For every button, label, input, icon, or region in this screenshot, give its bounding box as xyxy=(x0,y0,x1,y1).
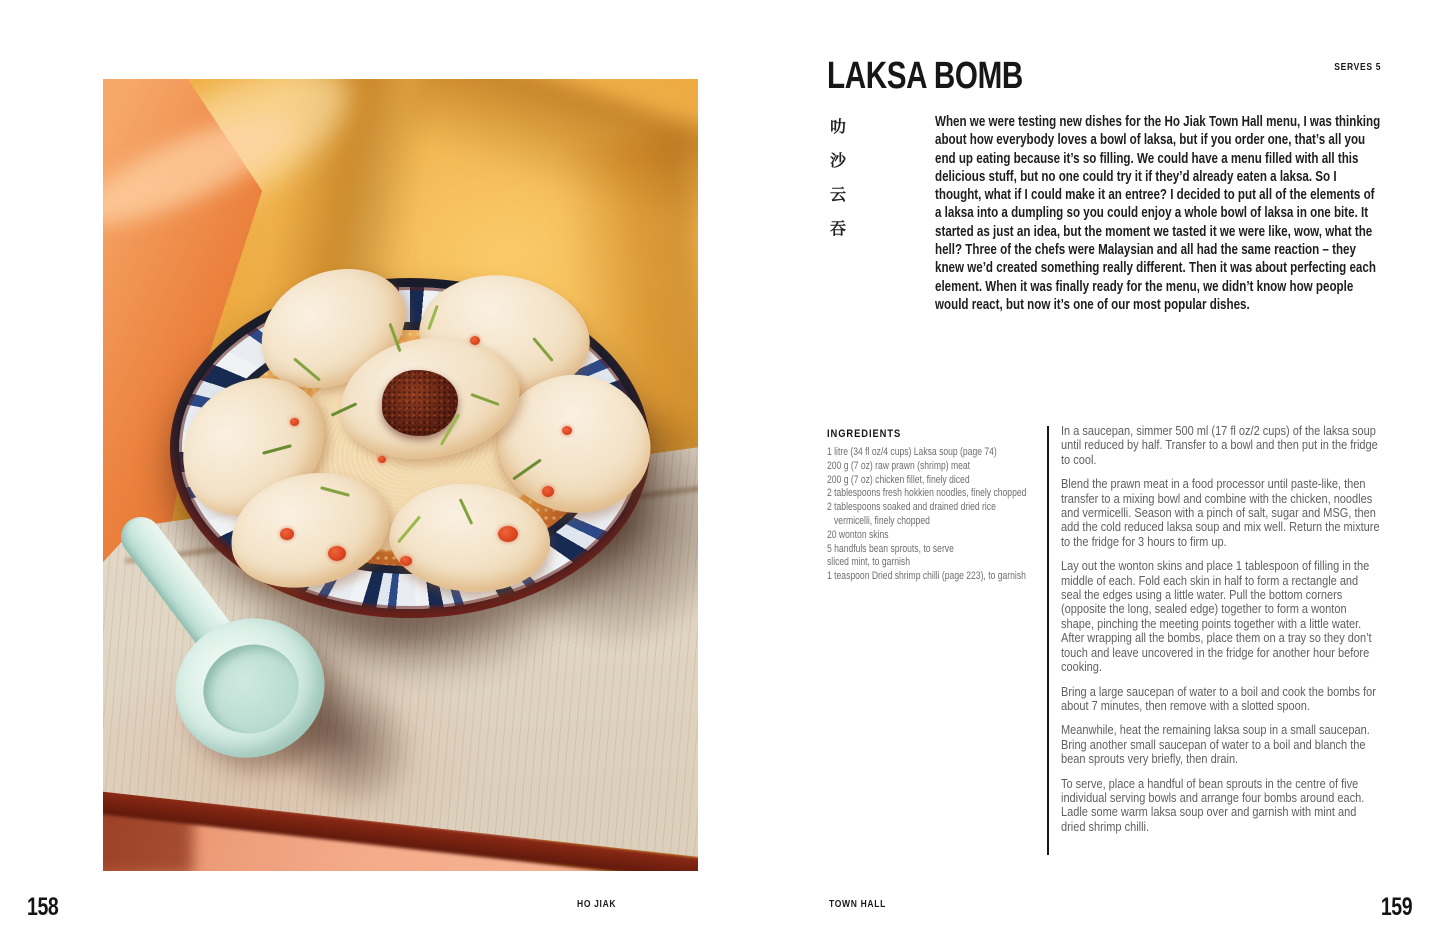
herb-strand xyxy=(397,516,421,544)
herb-strand xyxy=(293,357,321,381)
herb-garnish xyxy=(170,278,650,618)
ingredients-list xyxy=(827,446,1036,584)
page-number-right: 159 xyxy=(1380,893,1412,921)
chinese-character: 吞 xyxy=(830,219,847,238)
ingredient-item: 2 tablespoons fresh hokkien noodles, finely chopped xyxy=(827,487,1027,500)
ingredient-item: 20 wonton skins xyxy=(827,528,889,541)
page-number-left: 158 xyxy=(27,893,59,921)
herb-strand xyxy=(470,393,499,406)
herb-strand xyxy=(459,498,474,525)
herb-strand xyxy=(532,337,554,362)
herb-strand xyxy=(427,305,439,330)
method-step: Blend the prawn meat in a food processor until paste-like, then transfer to a mixing bowl and combine with the chicken, noodles and vermicelli. Season with a pinch of salt, sugar and MSG, then add the cold reduced laksa soup and mix well. Return the mixture to the fridge for 3 hours to firm up. xyxy=(1061,477,1380,549)
running-head-right: TOWN HALL xyxy=(829,899,886,910)
laksa-bomb-photo xyxy=(103,79,698,871)
ingredients-header: INGREDIENTS xyxy=(827,428,902,440)
herb-strand xyxy=(388,323,401,352)
ingredient-item: 2 tablespoons soaked and drained dried rice vermicelli, finely chopped xyxy=(827,501,996,527)
method-step: To serve, place a handful of bean sprouts in the centre of five individual serving bowls and arrange four bombs around each. Ladle some warm laksa soup over and garnish with mint and dried shrimp chilli. xyxy=(1061,776,1365,834)
recipe-intro: When we were testing new dishes for the Ho Jiak Town Hall menu, I was thinking about how everybody loves a bowl of laksa, but if you order one, that’s all you end up eating because it’s so filling. We could have a menu filled with all this delicious stuff, but no one could try it if they’d already eaten a laksa. So I thought, what if I could make it an entree? I decided to put all of the elements of a laksa into a dumpling so you could enjoy a whole bowl of laksa in one bite. It started as just an idea, but the moment we tasted it we were like, wow, what the hell? Three of the chefs were Malaysian and all had the same reaction – they knew we’d created something really different. Then it was about perfecting each element. When it was finally ready for the menu, we didn’t know how people would react, but now it’s one of our most popular dishes. xyxy=(935,114,1381,313)
ingredient-item: sliced mint, to garnish xyxy=(827,556,910,569)
method-step: Bring a large saucepan of water to a boil and cook the bombs for about 7 minutes, then remove with a slotted spoon. xyxy=(1061,684,1376,713)
ingredient-item: 1 litre (34 fl oz/4 cups) Laksa soup (page 74) xyxy=(827,446,997,458)
method-step: In a saucepan, simmer 500 ml (17 fl oz/2 cups) of the laksa soup until reduced by half. Transfer to a bowl and then put in the fridge to cool. xyxy=(1061,424,1378,467)
method-step: Lay out the wonton skins and place 1 tablespoon of filling in the middle of each. Fold each skin in half to form a rectangle and seal the edges using a little water. Pull the bottom corners (opposite the long, sealed edge) together to form a wonton shape, pinching the meeting points together with a little water. After wrapping all the bombs, place them on a tray so they don’t touch and leave uncovered in the fridge for another hour before cooking. xyxy=(1061,559,1372,675)
herb-strand xyxy=(320,486,350,497)
method-column xyxy=(1061,424,1381,844)
ingredient-item: 5 handfuls bean sprouts, to serve xyxy=(827,542,954,555)
running-head-left: HO JIAK xyxy=(577,899,617,910)
herb-strand xyxy=(331,402,358,417)
serving-bowl xyxy=(170,278,650,618)
chinese-character: 云 xyxy=(830,185,847,204)
recipe-title: LAKSA BOMB xyxy=(827,55,1023,97)
column-divider xyxy=(1047,426,1049,855)
serves-label: SERVES 5 xyxy=(1334,62,1381,73)
ingredient-item: 1 teaspoon Dried shrimp chilli (page 223), to garnish xyxy=(827,570,1026,583)
chinese-character: 叻 xyxy=(830,117,847,136)
chinese-character: 沙 xyxy=(830,151,847,170)
herb-strand xyxy=(440,413,461,446)
chinese-title xyxy=(830,114,846,239)
method-step: Meanwhile, heat the remaining laksa soup in a small saucepan. Bring another small saucepan of water to a boil and blanch the bean sprouts very briefly, then drain. xyxy=(1061,723,1370,767)
ingredient-item: 200 g (7 oz) chicken fillet, finely diced xyxy=(827,473,970,486)
herb-strand xyxy=(262,444,292,455)
herb-strand xyxy=(512,459,542,481)
ingredient-item: 200 g (7 oz) raw prawn (shrimp) meat xyxy=(827,459,971,472)
